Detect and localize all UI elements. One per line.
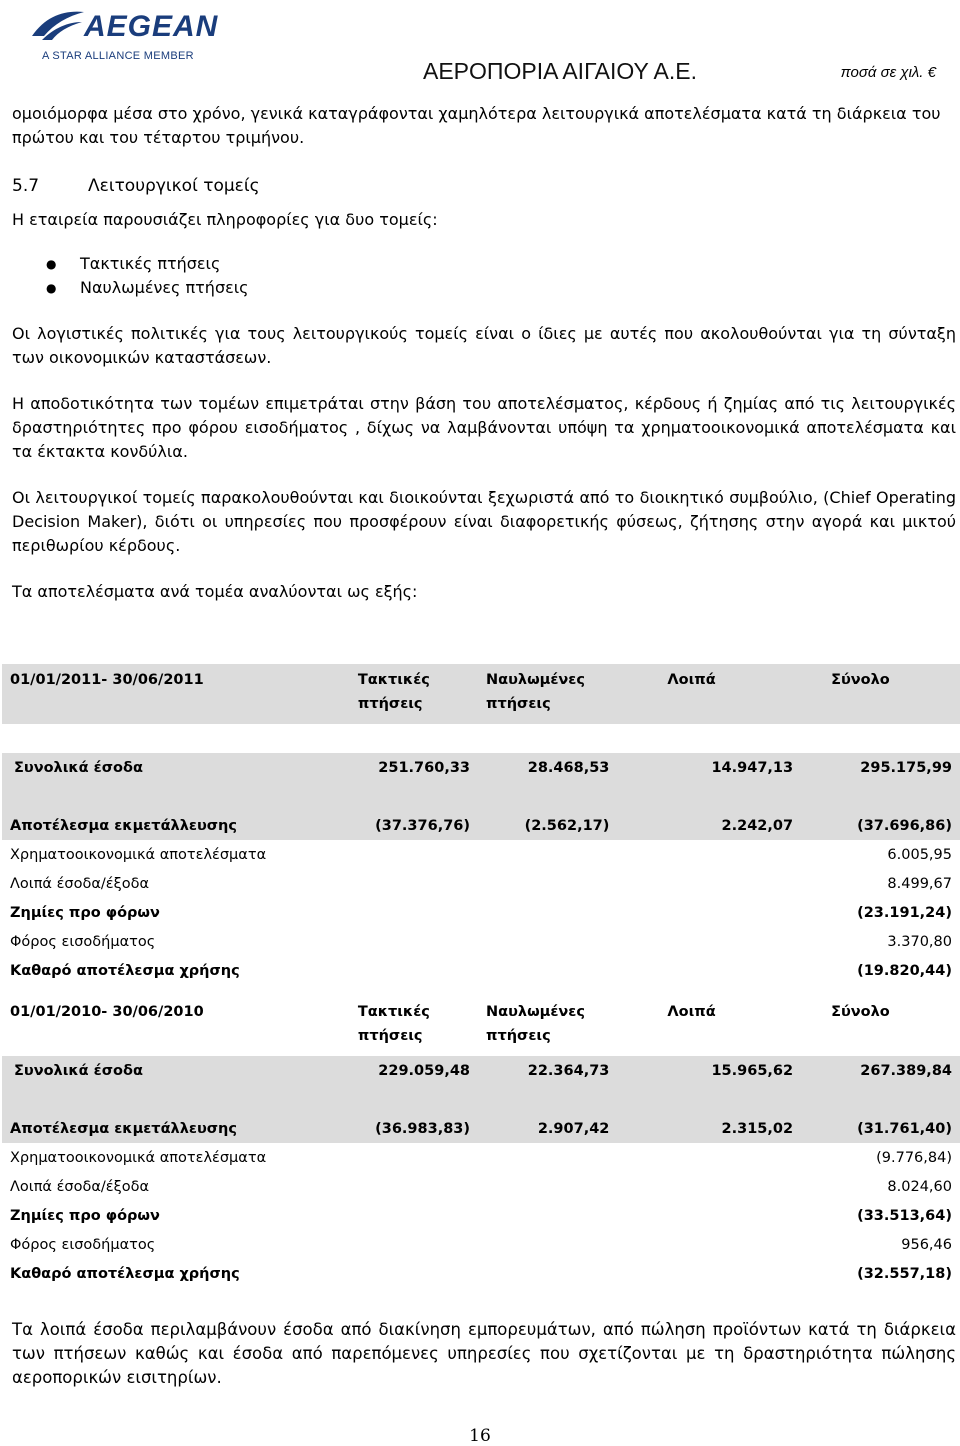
col-scheduled: Τακτικές πτήσεις <box>350 664 478 724</box>
row-label: Χρηματοοικονομικά αποτελέσματα <box>10 846 267 863</box>
col-charter: Ναυλωμένες πτήσεις <box>486 1004 585 1044</box>
paragraph-other-revenue: Τα λοιπά έσοδα περιλαμβάνουν έσοδα από διακίνηση εμπορευμάτων, από πώληση προϊόντων κατά τη διάρκεια των πτήσεων καθώς και έσοδα από παρεπόμενες υπηρεσίες που σχετίζονται με τη δραστηριότητα πώλησης αεροπορικών εισιτηρίων. <box>12 1320 956 1387</box>
row-label: Αποτέλεσμα εκμετάλλευσης <box>2 1114 350 1143</box>
page-number: 16 <box>469 1426 491 1446</box>
col-other: Λοιπά <box>617 664 801 724</box>
table-row: Χρηματοοικονομικά αποτελέσματα (9.776,84) <box>2 1143 960 1172</box>
paragraph-policies: Οι λογιστικές πολιτικές για τους λειτουργικούς τομείς είναι ο ίδιες με αυτές που ακολουθούνται για τη σύνταξη των οικονομικών καταστάσεων. <box>12 324 956 367</box>
col-scheduled: Τακτικές πτήσεις <box>357 1004 430 1044</box>
list-item: ● Ναυλωμένες πτήσεις <box>46 276 249 300</box>
table-row: Καθαρό αποτέλεσμα χρήσης (32.557,18) <box>2 1259 960 1288</box>
logo-tagline: A STAR ALLIANCE MEMBER <box>42 50 194 62</box>
section-number: 5.7 <box>12 176 40 196</box>
section-title: Λειτουργικοί τομείς <box>88 176 260 196</box>
row-label: Φόρος εισοδήματος <box>10 933 156 950</box>
intro-paragraph: ομοιόμορφα μέσα στο χρόνο, γενικά καταγράφονται χαμηλότερα λειτουργικά αποτελέσματα κατά τη διάρκεια του πρώτου και του τέταρτου τριμήνου. <box>12 104 941 147</box>
list-item: ● Τακτικές πτήσεις <box>46 252 249 276</box>
section-heading <box>12 176 260 196</box>
row-label: Ζημίες προ φόρων <box>10 1207 160 1224</box>
table-row: Ζημίες προ φόρων (23.191,24) <box>2 898 960 927</box>
col-total: Σύνολο <box>831 1004 890 1020</box>
row-label: Συνολικά έσοδα <box>2 1056 350 1085</box>
col-total: Σύνολο <box>801 664 960 724</box>
period-label: 01/01/2010- 30/06/2010 <box>10 1004 204 1020</box>
row-label: Καθαρό αποτέλεσμα χρήσης <box>10 1265 240 1282</box>
currency-note: ποσά σε χιλ. € <box>840 64 936 81</box>
table-row: Φόρος εισοδήματος 3.370,80 <box>2 927 960 956</box>
col-charter: Ναυλωμένες πτήσεις <box>478 664 617 724</box>
table-row: Καθαρό αποτέλεσμα χρήσης (19.820,44) <box>2 956 960 985</box>
table-row: Αποτέλεσμα εκμετάλλευσης (37.376,76) (2.562,17) 2.242,07 (37.696,86) <box>2 811 960 840</box>
paragraph-management: Οι λειτουργικοί τομείς παρακολουθούνται και διοικούνται ξεχωριστά από το διοικητικό συμβούλιο, (Chief Operating Decision Maker), διότι οι υπηρεσίες που προσφέρουν είναι διαφορετικής φύσεως, ζήτησης στην αγορά και μικτού περιθωρίου κέρδους. <box>12 488 956 555</box>
paragraph-results-intro: Τα αποτελέσματα ανά τομέα αναλύονται ως εξής: <box>12 582 418 601</box>
logo-wordmark: AEGEAN <box>84 10 219 43</box>
row-label: Καθαρό αποτέλεσμα χρήσης <box>10 962 240 979</box>
bullet-icon: ● <box>46 281 57 295</box>
table-header-row <box>2 996 960 1056</box>
table-row: Λοιπά έσοδα/έξοδα 8.024,60 <box>2 1172 960 1201</box>
table-row: Συνολικά έσοδα 229.059,48 22.364,73 15.965,62 267.389,84 <box>2 1056 960 1085</box>
segment-table-2011 <box>2 664 960 985</box>
row-label: Λοιπά έσοδα/έξοδα <box>10 875 150 892</box>
aegean-logo <box>28 6 258 68</box>
row-label: Συνολικά έσοδα <box>2 753 350 782</box>
table-row: Φόρος εισοδήματος 956,46 <box>2 1230 960 1259</box>
section-lead: Η εταιρεία παρουσιάζει πληροφορίες για δυο τομείς: <box>12 210 438 229</box>
period-label: 01/01/2011- 30/06/2011 <box>2 664 350 724</box>
row-label: Χρηματοοικονομικά αποτελέσματα <box>10 1149 267 1166</box>
table-row: Χρηματοοικονομικά αποτελέσματα 6.005,95 <box>2 840 960 869</box>
segment-table-2010 <box>2 996 960 1288</box>
table-row: Λοιπά έσοδα/έξοδα 8.499,67 <box>2 869 960 898</box>
table-header-row <box>2 664 960 724</box>
row-label: Ζημίες προ φόρων <box>10 904 160 921</box>
segment-list <box>46 252 249 300</box>
row-label: Λοιπά έσοδα/έξοδα <box>10 1178 150 1195</box>
col-other: Λοιπά <box>667 1004 716 1020</box>
row-label: Φόρος εισοδήματος <box>10 1236 156 1253</box>
company-name: ΑΕΡΟΠΟΡΙΑ ΑΙΓΑΙΟΥ Α.Ε. <box>423 58 698 84</box>
bird-logo-icon <box>28 6 88 46</box>
table-row: Αποτέλεσμα εκμετάλλευσης (36.983,83) 2.907,42 2.315,02 (31.761,40) <box>2 1114 960 1143</box>
table-row: Ζημίες προ φόρων (33.513,64) <box>2 1201 960 1230</box>
table-row: Συνολικά έσοδα 251.760,33 28.468,53 14.947,13 295.175,99 <box>2 753 960 782</box>
row-label: Αποτέλεσμα εκμετάλλευσης <box>2 811 350 840</box>
paragraph-performance: Η αποδοτικότητα των τομέων επιμετράται στην βάση του αποτελέσματος, κέρδους ή ζημίας από τις λειτουργικές δραστηριότητες προ φόρου εισοδήματος , δίχως να λαμβάνονται υπόψη τα χρηματοοικονομικά αποτελέσματα και τα έκτακτα κονδύλια. <box>12 394 956 461</box>
bullet-icon: ● <box>46 257 57 271</box>
